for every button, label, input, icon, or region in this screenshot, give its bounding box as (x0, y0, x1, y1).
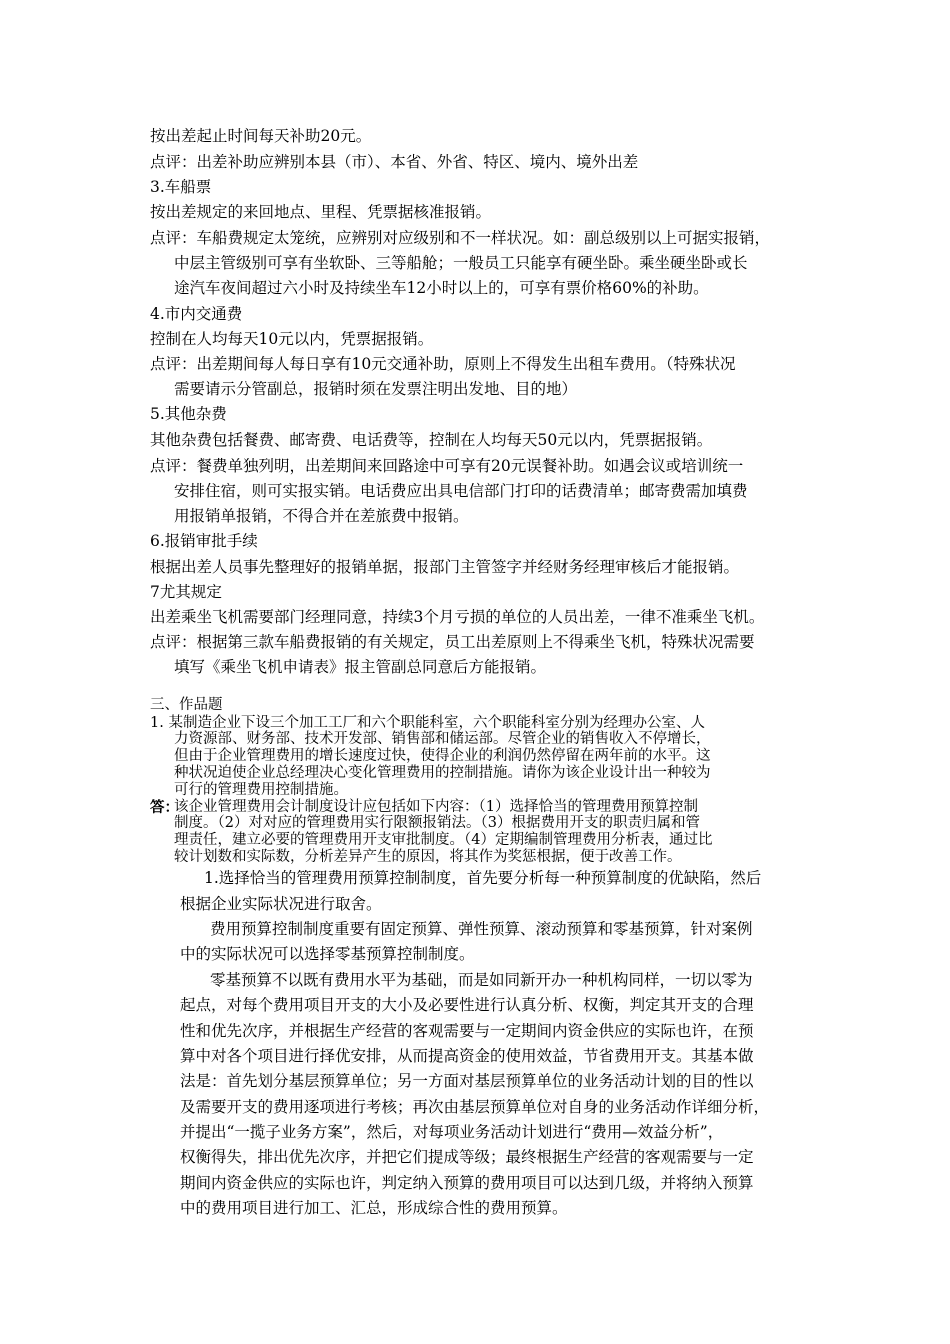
text-line: 可行的管理费用控制措施。 (174, 782, 348, 798)
text-line: 点评：出差补助应辨别本县（市）、本省、外省、特区、境内、境外出差 (150, 153, 639, 171)
text-line: 其他杂费包括餐费、邮寄费、电话费等，控制在人均每天50元以内，凭票据报销。 (150, 431, 713, 449)
text-line: 算中对各个项目进行择优安排，从而提高资金的使用效益，节省费用开支。其基本做 (180, 1047, 754, 1065)
text-line: 法是：首先划分基层预算单位；另一方面对基层预算单位的业务活动计划的目的性以 (180, 1072, 754, 1090)
text-line: 点评：车船费规定太笼统，应辨别对应级别和不一样状况。如：副总级别以上可据实报销， (150, 229, 771, 247)
text-line: 权衡得失，排出优先次序，并把它们提成等级；最终根据生产经营的客观需要与一定 (180, 1148, 754, 1166)
text-line: 点评：出差期间每人每日享有10元交通补助，原则上不得发生出租车费用。（特殊状况 (150, 355, 736, 373)
text-line: 答： (150, 799, 179, 816)
text-line: 零基预算不以既有费用水平为基础，而是如同新开办一种机构同样，一切以零为 (210, 971, 753, 989)
text-line: 点评：餐费单独列明，出差期间来回路途中可享有20元误餐补助。如遇会议或培训统一 (150, 457, 744, 475)
text-line: 按出差规定的来回地点、里程、凭票据核准报销。 (150, 203, 492, 221)
text-line: 费用预算控制制度重要有固定预算、弹性预算、滚动预算和零基预算，针对案例 (210, 920, 753, 938)
text-line: 理责任，建立必要的管理费用开支审批制度。（4）定期编制管理费用分析表，通过比 (174, 832, 713, 848)
text-line: 力资源部、财务部、技术开发部、销售部和储运部。尽管企业的销售收入不停增长， (174, 731, 711, 747)
text-line: 1. 某制造企业下设三个加工工厂和六个职能科室，六个职能科室分别为经理办公室、人 (150, 715, 705, 731)
text-line: 安排住宿，则可实报实销。电话费应出具电信部门打印的话费清单；邮寄费需加填费 (174, 482, 748, 500)
text-line: 用报销单报销，不得合并在差旅费中报销。 (174, 507, 469, 525)
text-line: 点评：根据第三款车船费报销的有关规定，员工出差原则上不得乘坐飞机，特殊状况需要 (150, 633, 755, 651)
text-line: 5.其他杂费 (150, 405, 227, 423)
text-line: 中的实际状况可以选择零基预算控制制度。 (180, 945, 475, 963)
text-line: 6.报销审批手续 (150, 532, 258, 550)
text-line: 及需要开支的费用逐项进行考核；再次由基层预算单位对自身的业务活动作详细分析， (180, 1098, 770, 1116)
text-line: 4.市内交通费 (150, 305, 243, 323)
text-line: 根据企业实际状况进行取舍。 (180, 895, 382, 913)
text-line: 出差乘坐飞机需要部门经理同意，持续3个月亏损的单位的人员出差，一律不准乘坐飞机。 (150, 608, 765, 626)
text-line: 3.车船票 (150, 178, 212, 196)
text-line: 种状况迫使企业总经理决心变化管理费用的控制措施。请你为该企业设计出一种较为 (174, 765, 711, 781)
text-line: 7尤其规定 (150, 583, 222, 601)
text-line: 中层主管级别可享有坐软卧、三等船舱；一般员工只能享有硬坐卧。乘坐硬坐卧或长 (174, 254, 748, 272)
text-line: 该企业管理费用会计制度设计应包括如下内容：（1）选择恰当的管理费用预算控制 (174, 799, 698, 815)
text-line: 中的费用项目进行加工、汇总，形成综合性的费用预算。 (180, 1199, 568, 1217)
text-line: 性和优先次序，并根据生产经营的客观需要与一定期间内资金供应的实际也许，在预 (180, 1022, 754, 1040)
text-line: 按出差起止时间每天补助20元。 (150, 127, 372, 145)
text-line: 并提出“一揽子业务方案”，然后，对每项业务活动计划进行“费用—效益分析”， (180, 1123, 724, 1141)
text-line: 1.选择恰当的管理费用预算控制制度，首先要分析每一种预算制度的优缺陷，然后 (204, 869, 762, 887)
text-line: 填写《乘坐飞机申请表》报主管副总同意后方能报销。 (174, 658, 547, 676)
text-line: 途汽车夜间超过六小时及持续坐车12小时以上的，可享有票价格60%的补助。 (174, 279, 709, 297)
text-line: 起点，对每个费用项目开支的大小及必要性进行认真分析、权衡，判定其开支的合理 (180, 996, 754, 1014)
text-line: 根据出差人员事先整理好的报销单据，报部门主管签字并经财务经理审核后才能报销。 (150, 558, 740, 576)
text-line: 需要请示分管副总，报销时须在发票注明出发地、目的地） (174, 380, 578, 398)
text-line: 期间内资金供应的实际也许，判定纳入预算的费用项目可以达到几级，并将纳入预算 (180, 1174, 754, 1192)
text-line: 制度。（2）对对应的管理费用实行限额报销法。（3）根据费用开支的职责归属和管 (174, 815, 700, 831)
text-line: 较计划数和实际数，分析差异产生的原因，将其作为奖惩根据，便于改善工作。 (174, 849, 682, 865)
text-line: 但由于企业管理费用的增长速度过快，使得企业的利润仍然停留在两年前的水平。这 (174, 748, 711, 764)
text-line: 控制在人均每天10元以内，凭票据报销。 (150, 330, 434, 348)
text-line: 三、作品题 (150, 697, 223, 713)
